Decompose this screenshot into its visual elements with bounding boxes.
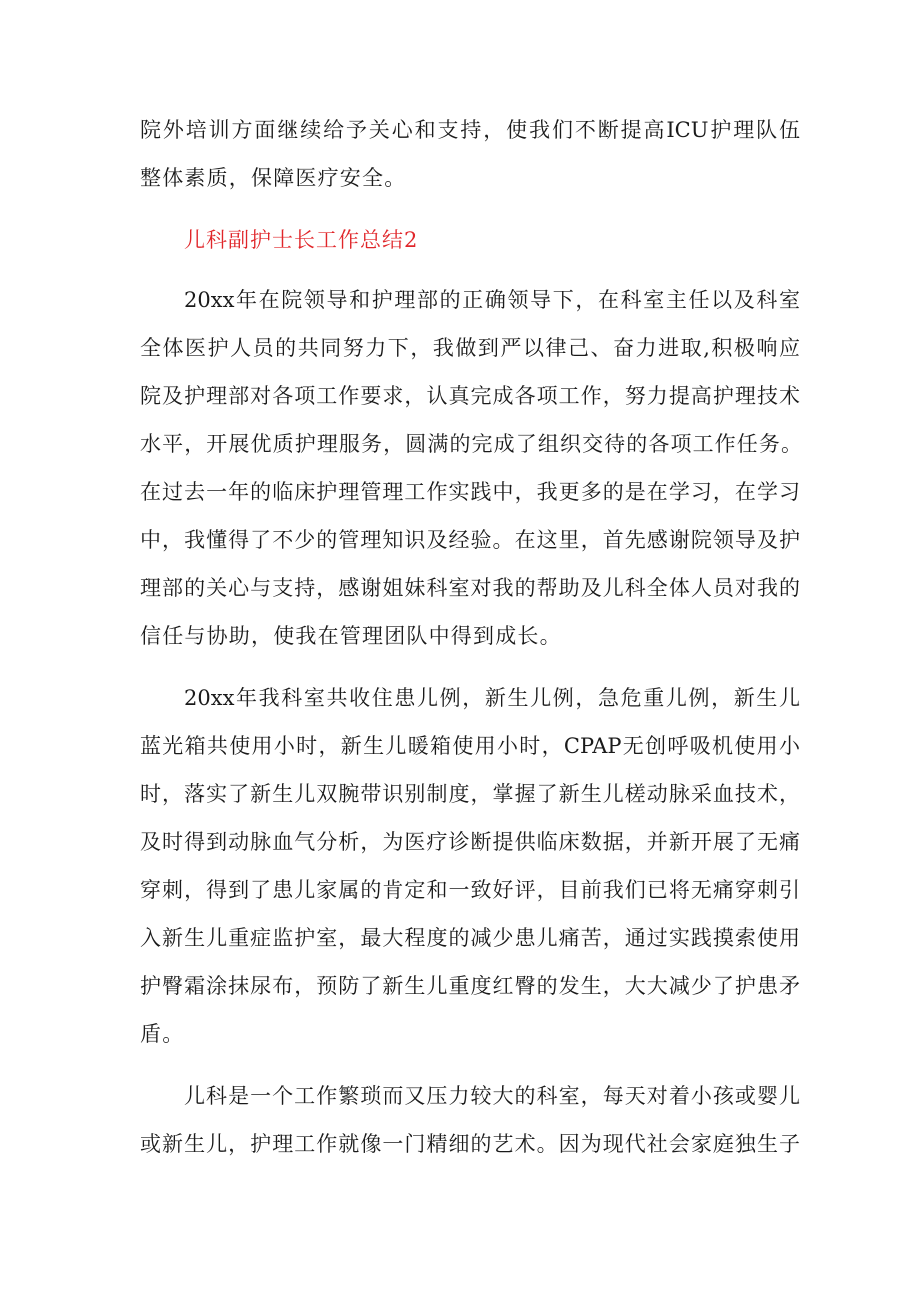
paragraph-line: 盾。 bbox=[140, 1022, 185, 1046]
paragraph-line: 20xx年我科室共收住患儿例，新生儿例，急危重儿例，新生儿 bbox=[184, 686, 800, 710]
paragraph-line: 或新生儿，护理工作就像一门精细的艺术。因为现代社会家庭独生子 bbox=[140, 1132, 800, 1156]
section-heading: 儿科副护士长工作总结2 bbox=[184, 228, 419, 252]
paragraph-line: 院及护理部对各项工作要求，认真完成各项工作，努力提高护理技术 bbox=[140, 384, 800, 408]
paragraph-line: 中，我懂得了不少的管理知识及经验。在这里，首先感谢院领导及护 bbox=[140, 528, 800, 552]
paragraph-line: 整体素质，保障医疗安全。 bbox=[140, 166, 407, 190]
paragraph-line: 护臀霜涂抹尿布，预防了新生儿重度红臀的发生，大大减少了护患矛 bbox=[140, 974, 800, 998]
paragraph-line: 20xx年在院领导和护理部的正确领导下，在科室主任以及科室 bbox=[184, 288, 800, 312]
paragraph-line: 时，落实了新生儿双腕带识别制度，掌握了新生儿槎动脉采血技术， bbox=[140, 782, 800, 806]
paragraph-line: 信任与协助，使我在管理团队中得到成长。 bbox=[140, 624, 562, 648]
paragraph-line: 理部的关心与支持，感谢姐妹科室对我的帮助及儿科全体人员对我的 bbox=[140, 576, 800, 600]
paragraph-line: 院外培训方面继续给予关心和支持，使我们不断提高ICU护理队伍 bbox=[140, 118, 800, 142]
paragraph-line: 蓝光箱共使用小时，新生儿暖箱使用小时，CPAP无创呼吸机使用小 bbox=[140, 734, 800, 758]
paragraph-line: 水平，开展优质护理服务，圆满的完成了组织交待的各项工作任务。 bbox=[140, 432, 802, 456]
paragraph-line: 全体医护人员的共同努力下，我做到严以律己、奋力进取,积极响应 bbox=[140, 336, 800, 360]
paragraph-line: 入新生儿重症监护室，最大程度的减少患儿痛苦，通过实践摸索使用 bbox=[140, 926, 800, 950]
paragraph-line: 穿刺，得到了患儿家属的肯定和一致好评，目前我们已将无痛穿刺引 bbox=[140, 878, 800, 902]
paragraph-line: 在过去一年的临床护理管理工作实践中，我更多的是在学习，在学习 bbox=[140, 480, 800, 504]
paragraph-line: 及时得到动脉血气分析，为医疗诊断提供临床数据，并新开展了无痛 bbox=[140, 830, 800, 854]
paragraph-line: 儿科是一个工作繁琐而又压力较大的科室，每天对着小孩或婴儿 bbox=[184, 1084, 800, 1108]
